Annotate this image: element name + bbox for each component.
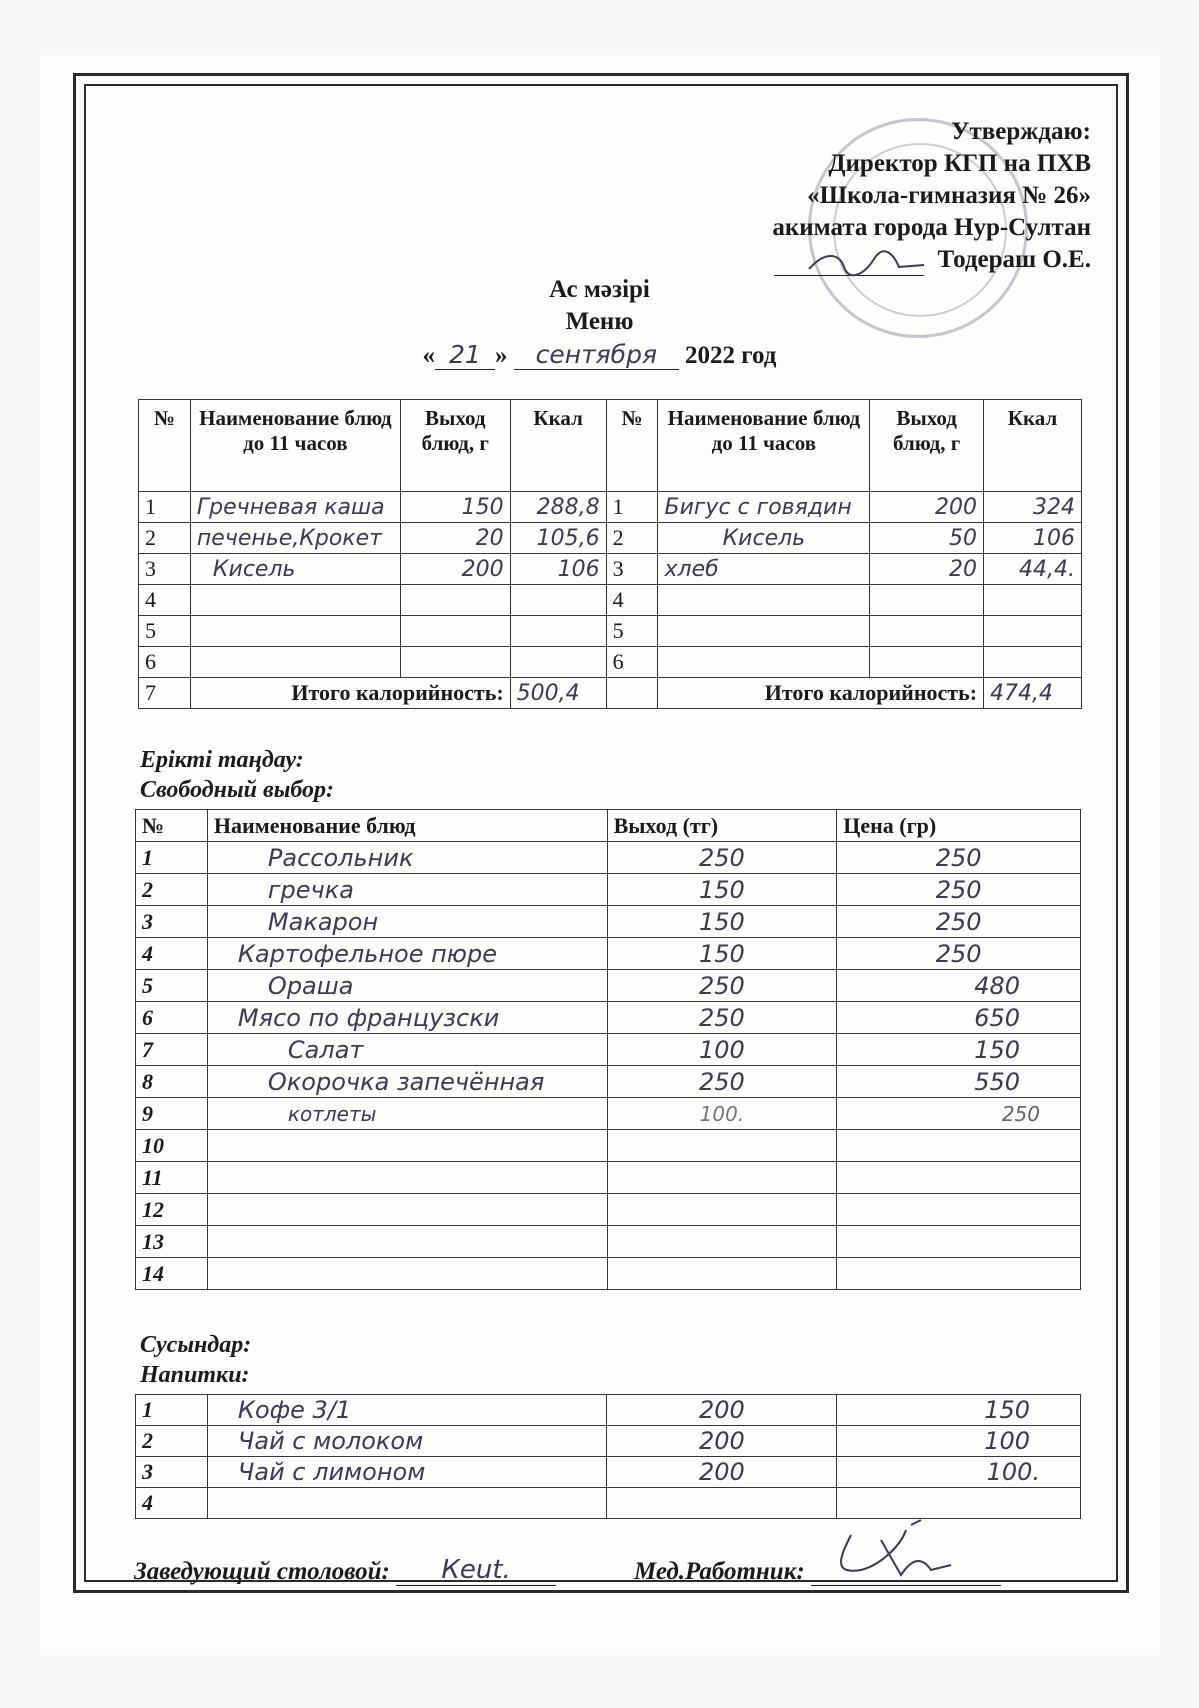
- drinks-table: [135, 1394, 1081, 1519]
- med-worker-sig-line: [811, 1555, 1001, 1586]
- header-dish-left: Наименование блюд до 11 часов: [190, 400, 400, 492]
- drinks-title-ru: Напитки:: [140, 1362, 250, 1388]
- director-signature: [774, 253, 924, 276]
- canteen-head-signature: [134, 1555, 556, 1586]
- title-ru: Меню: [565, 308, 634, 335]
- total-label-left: Итого калорийность:: [190, 678, 510, 709]
- drinks-title: [140, 1330, 251, 1390]
- free-header-out: Выход (тг): [607, 810, 837, 842]
- total-kcal-left: 500,4: [510, 678, 606, 709]
- table-row: 2 гречка 150 250: [136, 874, 1081, 906]
- header-no-right: №: [606, 400, 658, 492]
- date-month: сентября: [514, 340, 679, 370]
- table-row: 8 Окорочка запечённая 250 550: [136, 1066, 1081, 1098]
- date-day: 21: [435, 340, 495, 370]
- drinks-title-kz: Сусындар:: [140, 1332, 252, 1358]
- table-row: 6 Мясо по французски 250 650: [136, 1002, 1081, 1034]
- total-row: [139, 678, 1082, 709]
- table-row: 11: [136, 1162, 1081, 1194]
- total-label-right: Итого калорийность:: [658, 678, 984, 709]
- table-row: 4 Картофельное пюре 150 250: [136, 938, 1081, 970]
- table-row: 2 печенье,Крокет 20 105,6 2 Кисель 50 106: [139, 523, 1082, 554]
- header-kcal-left: Ккал: [510, 400, 606, 492]
- table-row: 2 Чай с молоком 200 100: [136, 1426, 1081, 1457]
- menu-table: [138, 399, 1082, 709]
- table-row: 5 Oраша 250 480: [136, 970, 1081, 1002]
- header-out-right: Выход блюд, г: [870, 400, 984, 492]
- med-worker-label: Мед.Работник:: [634, 1558, 805, 1585]
- header-dish-right: Наименование блюд до 11 часов: [658, 400, 870, 492]
- table-row: 13: [136, 1226, 1081, 1258]
- header-no-left: №: [139, 400, 191, 492]
- table-row: 1 Гречневая каша 150 288,8 1 Бигус с говядин 200 324: [139, 492, 1082, 523]
- canteen-head-label: Заведующий столовой:: [134, 1558, 390, 1585]
- free-header-price: Цена (гр): [837, 810, 1081, 842]
- approval-line-2: Директор КГП на ПХВ: [828, 150, 1091, 177]
- table-row: 3 Макарон 150 250: [136, 906, 1081, 938]
- free-choice-title-ru: Свободный выбор:: [140, 777, 335, 803]
- table-row: 9 котлеты 100. 250: [136, 1098, 1081, 1130]
- free-header-dish: Наименование блюд: [207, 810, 607, 842]
- approval-line-1: Утверждаю:: [951, 118, 1091, 145]
- table-row: 1 Кофе 3/1 200 150: [136, 1395, 1081, 1426]
- director-signature-scribble: [804, 247, 954, 277]
- table-row: 4 4: [139, 585, 1082, 616]
- approval-line-4: акимата города Нур-Султан: [772, 214, 1091, 241]
- table-row: 4: [136, 1488, 1081, 1519]
- free-choice-table: [135, 809, 1081, 1290]
- director-name: Тодераш О.Е.: [937, 246, 1091, 273]
- total-row-number: 7: [139, 678, 191, 709]
- table-row: 7 Салат 100 150: [136, 1034, 1081, 1066]
- approval-line-5: [772, 244, 1091, 276]
- header-kcal-right: Ккал: [984, 400, 1082, 492]
- menu-date: « 21 » сентября 2022 год: [422, 340, 777, 369]
- table-row: 14: [136, 1258, 1081, 1290]
- free-choice-title: [140, 745, 334, 805]
- table-row: 5 5: [139, 616, 1082, 647]
- free-choice-title-kz: Ерікті таңдау:: [140, 747, 304, 773]
- table-row: 10: [136, 1130, 1081, 1162]
- approval-line-3: «Школа-гимназия № 26»: [807, 182, 1091, 209]
- header-out-left: Выход блюд, г: [400, 400, 510, 492]
- approval-block: [772, 116, 1091, 276]
- free-header-no: №: [136, 810, 208, 842]
- med-worker-signature-scribble: [811, 1515, 1001, 1585]
- table-row: 3 Кисель 200 106 3 хлеб 20 44,4.: [139, 554, 1082, 585]
- table-row: 3 Чай с лимоном 200 100.: [136, 1457, 1081, 1488]
- title-kz: Ас мәзірі: [549, 276, 650, 303]
- table-row: 12: [136, 1194, 1081, 1226]
- med-worker-signature: [634, 1555, 1001, 1586]
- table-row: 6 6: [139, 647, 1082, 678]
- table-row: 1 Рассольник 250 250: [136, 842, 1081, 874]
- date-year: 2022 год: [685, 342, 777, 369]
- canteen-head-sig: Кеut.: [396, 1555, 556, 1586]
- total-kcal-right: 474,4: [984, 678, 1082, 709]
